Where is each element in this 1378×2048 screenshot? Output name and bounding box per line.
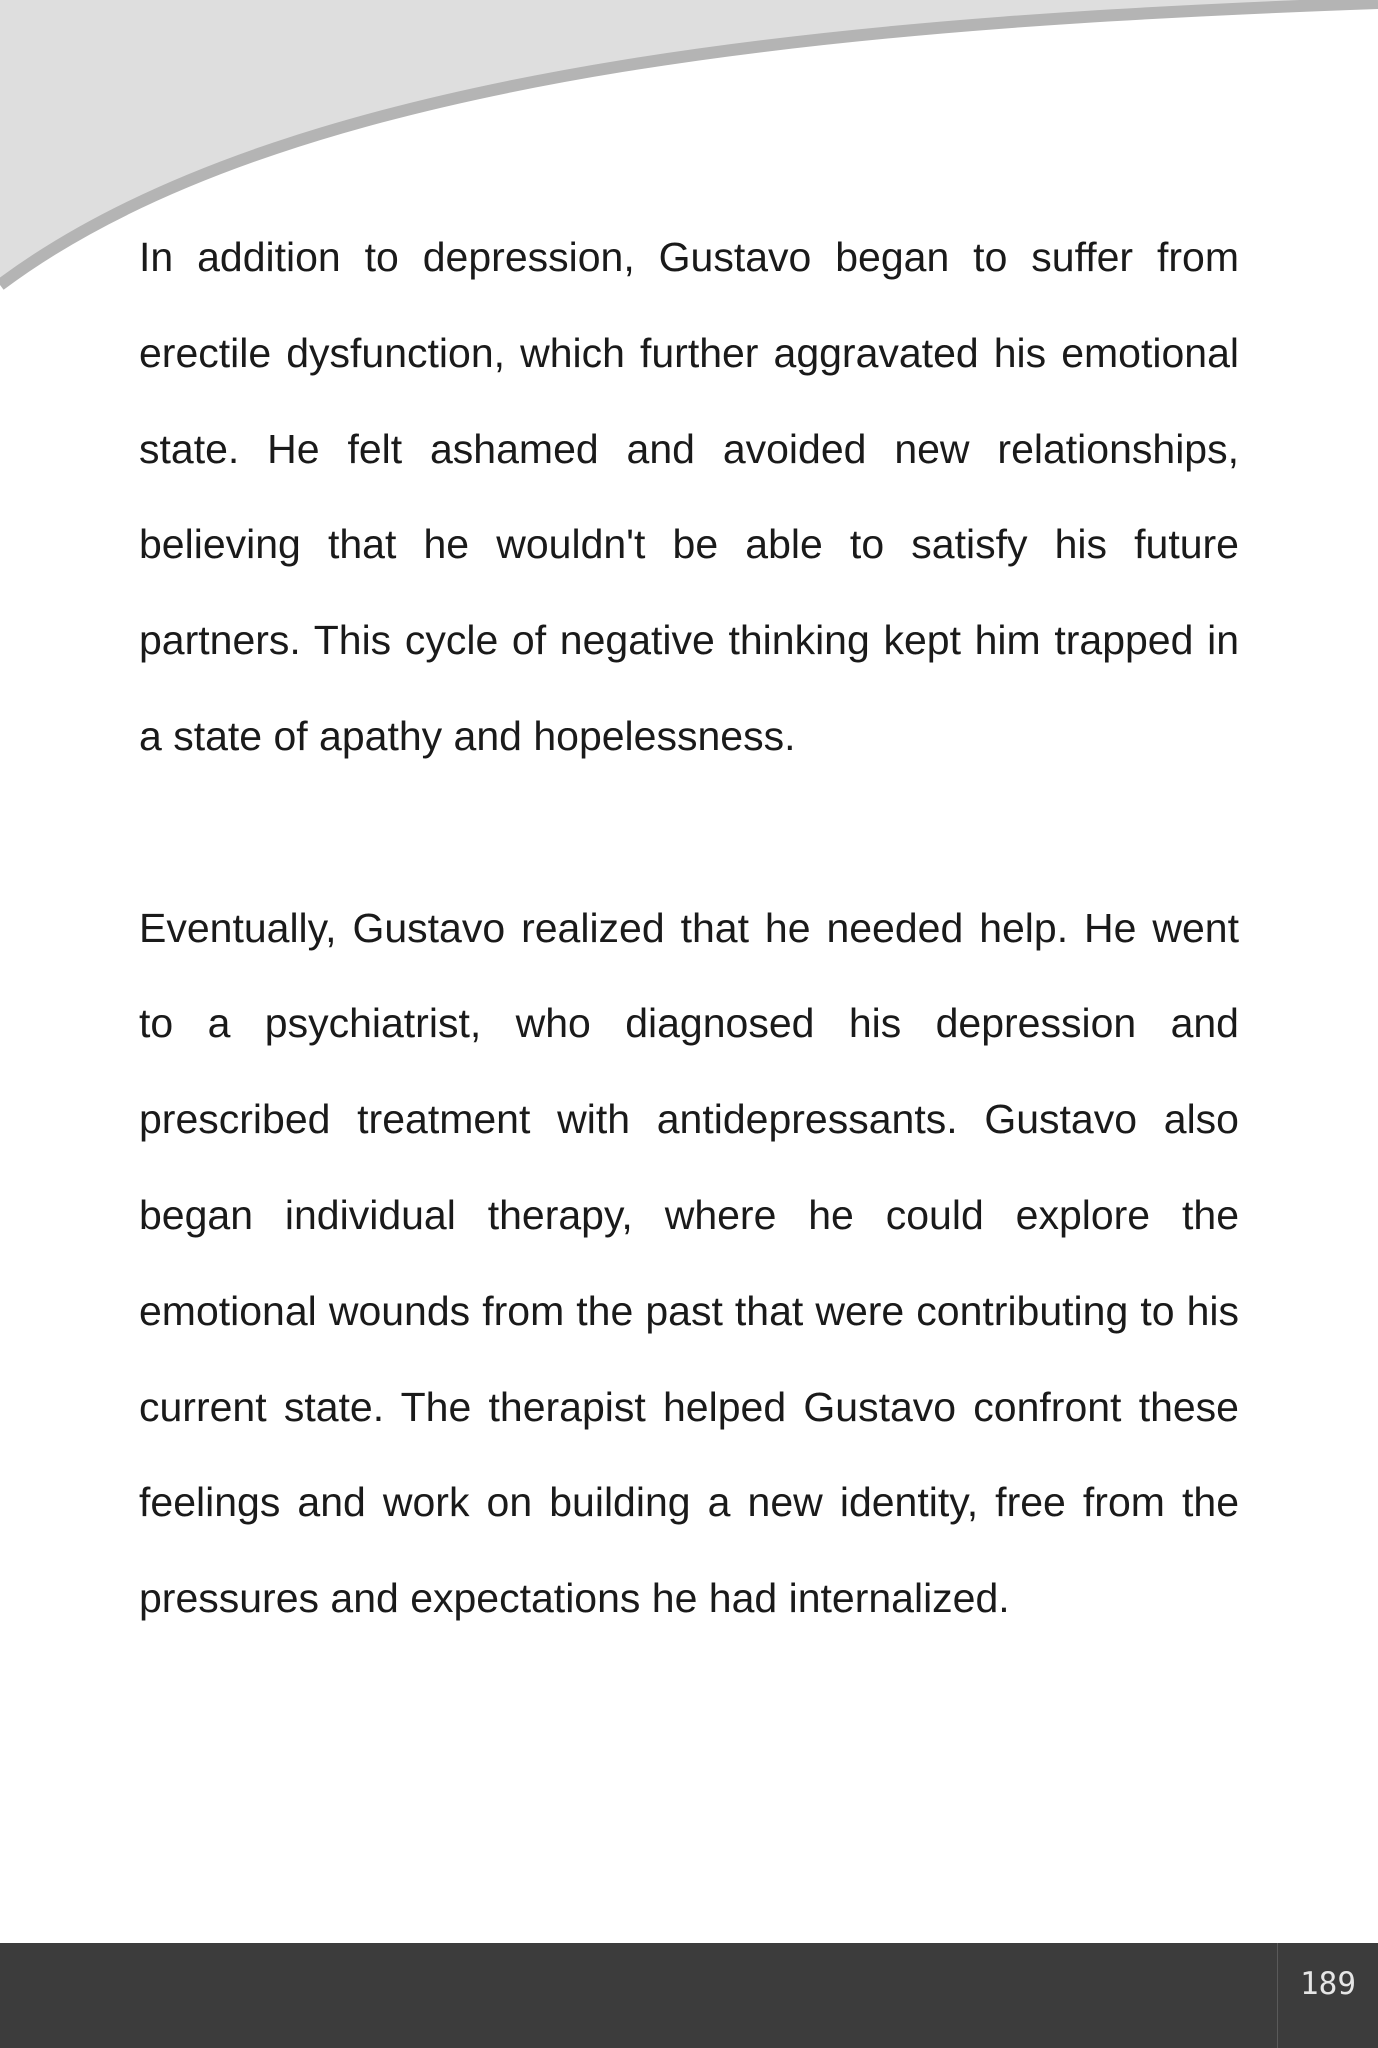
paragraph-1: In addition to depression, Gustavo began to suffer from erectile dysfunction, which further aggravated his emotional state. He felt ashamed and avoided new relationships, believing that he wouldn't be able to satisfy his future partners. This cycle of negative thinking kept him trapped in a state of apathy and hopelessness. [139,234,1239,759]
page-number: 189 [1277,1943,1378,2048]
body-text [139,210,1239,1647]
paragraph-2: Eventually, Gustavo realized that he needed help. He went to a psychiatrist, who diagnosed his depression and prescribed treatment with antidepressants. Gustavo also began individual therapy, where he could explore the emotional wounds from the past that were contributing to his current state. The therapist helped Gustavo confront these feelings and work on building a new identity, free from the pressures and expectations he had internalized. [139,904,1239,1622]
footer-bar [0,1943,1378,2048]
